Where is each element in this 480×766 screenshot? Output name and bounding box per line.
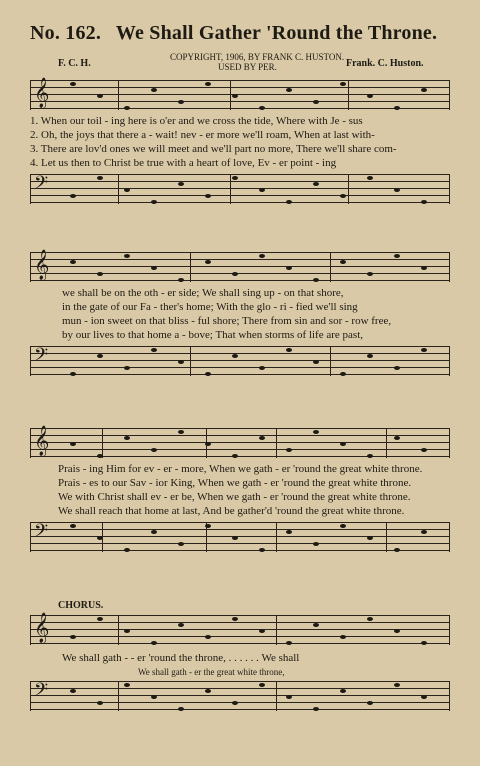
- note-head: [259, 548, 265, 552]
- treble-staff: [30, 615, 450, 645]
- note-head: [259, 683, 265, 687]
- verse-lyrics-1: 1. When our toil - ing here is o'er and we cross the tide, Where with Je - sus 2. Oh, the joys that there a - wait! nev - er more we'll roam, When at last with- 3. There are lov'd ones we will meet and we'll part no more, There we'll share com- 4. Let us then to Christ be true with a heart of love, Ev - er point - ing: [30, 115, 397, 169]
- note-head: [124, 683, 130, 687]
- note-head: [97, 701, 103, 705]
- note-head: [232, 94, 238, 98]
- usage-notice: USED BY PER.: [218, 62, 277, 72]
- note-head: [421, 266, 427, 270]
- note-head: [124, 254, 130, 258]
- note-head: [421, 530, 427, 534]
- note-head: [367, 354, 373, 358]
- note-head: [340, 524, 346, 528]
- note-head: [97, 354, 103, 358]
- note-head: [178, 623, 184, 627]
- note-head: [232, 272, 238, 276]
- note-head: [178, 182, 184, 186]
- note-head: [124, 548, 130, 552]
- note-head: [205, 194, 211, 198]
- verse-lyrics-3: Prais - ing Him for ev - er - more, When we gath - er 'round the great white throne. Prais - es to our Sav - ior King, When we gath - er 'round the great white throne. We with Christ shall ev - er be, When we gath - er 'round the great white throne. We shall reach that home at last, And be gather'd 'round the great white throne.: [58, 463, 423, 517]
- note-head: [232, 354, 238, 358]
- lyricist-credit: F. C. H.: [58, 58, 91, 69]
- note-head: [313, 278, 319, 282]
- note-head: [151, 88, 157, 92]
- note-head: [70, 82, 76, 86]
- note-head: [97, 176, 103, 180]
- note-head: [286, 266, 292, 270]
- note-head: [286, 448, 292, 452]
- music-system-chorus: [30, 615, 450, 711]
- note-head: [151, 348, 157, 352]
- bass-staff: [30, 522, 450, 552]
- composer-credit: Frank. C. Huston.: [346, 58, 424, 69]
- note-head: [394, 366, 400, 370]
- treble-clef-icon: 𝄞: [34, 78, 50, 107]
- note-head: [286, 641, 292, 645]
- note-head: [70, 372, 76, 376]
- note-head: [97, 454, 103, 458]
- note-head: [394, 548, 400, 552]
- note-head: [340, 82, 346, 86]
- note-head: [151, 695, 157, 699]
- note-head: [313, 360, 319, 364]
- note-head: [97, 536, 103, 540]
- note-head: [232, 454, 238, 458]
- note-head: [205, 635, 211, 639]
- note-head: [70, 194, 76, 198]
- music-system-1: [30, 80, 450, 204]
- treble-staff: [30, 80, 450, 110]
- note-head: [97, 617, 103, 621]
- note-head: [232, 176, 238, 180]
- treble-clef-icon: 𝄞: [34, 613, 50, 642]
- treble-clef-icon: 𝄞: [34, 250, 50, 279]
- note-head: [178, 360, 184, 364]
- note-head: [70, 689, 76, 693]
- note-head: [124, 629, 130, 633]
- bass-clef-icon: 𝄢: [34, 172, 49, 197]
- note-head: [97, 94, 103, 98]
- note-head: [286, 695, 292, 699]
- note-head: [286, 530, 292, 534]
- note-head: [394, 106, 400, 110]
- note-head: [421, 200, 427, 204]
- note-head: [340, 689, 346, 693]
- bass-staff: [30, 681, 450, 711]
- chorus-lyrics: We shall gath - - er 'round the throne, . . . . . . We shall We shall gath - er the great white throne,: [62, 652, 300, 677]
- note-head: [367, 617, 373, 621]
- note-head: [313, 430, 319, 434]
- note-head: [232, 701, 238, 705]
- note-head: [151, 641, 157, 645]
- note-head: [151, 448, 157, 452]
- note-head: [151, 530, 157, 534]
- treble-staff: [30, 252, 450, 282]
- bass-staff: [30, 346, 450, 376]
- note-head: [259, 254, 265, 258]
- note-head: [70, 635, 76, 639]
- music-system-3: [30, 428, 450, 552]
- note-head: [286, 200, 292, 204]
- note-head: [313, 182, 319, 186]
- note-head: [178, 430, 184, 434]
- note-head: [124, 366, 130, 370]
- note-head: [367, 536, 373, 540]
- note-head: [394, 683, 400, 687]
- copyright-notice: COPYRIGHT, 1906, BY FRANK C. HUSTON.: [170, 52, 345, 62]
- note-head: [367, 94, 373, 98]
- note-head: [340, 635, 346, 639]
- note-head: [313, 623, 319, 627]
- music-system-2: [30, 252, 450, 376]
- note-head: [340, 260, 346, 264]
- note-head: [286, 348, 292, 352]
- note-head: [205, 260, 211, 264]
- note-head: [394, 436, 400, 440]
- note-head: [421, 448, 427, 452]
- verse-lyrics-2: we shall be on the oth - er side; We shall sing up - on that shore, in the gate of our Fa - ther's home; With the glo - ri - fied we'll sing mun - ion sweet on that bliss - ful shore; There from sin and sor - row free, by our lives to that home a - bove; That when storms of life are past,: [62, 287, 392, 341]
- hymn-header: [30, 22, 437, 45]
- note-head: [232, 536, 238, 540]
- note-head: [151, 200, 157, 204]
- note-head: [70, 260, 76, 264]
- bass-clef-icon: 𝄢: [34, 520, 49, 545]
- note-head: [70, 524, 76, 528]
- note-head: [205, 372, 211, 376]
- note-head: [259, 188, 265, 192]
- note-head: [313, 100, 319, 104]
- note-head: [259, 366, 265, 370]
- note-head: [394, 629, 400, 633]
- note-head: [70, 442, 76, 446]
- note-head: [367, 454, 373, 458]
- note-head: [340, 194, 346, 198]
- note-head: [367, 272, 373, 276]
- hymn-title: We Shall Gather 'Round the Throne.: [115, 22, 438, 44]
- note-head: [205, 689, 211, 693]
- chorus-label: CHORUS.: [58, 600, 104, 611]
- note-head: [367, 701, 373, 705]
- note-head: [340, 372, 346, 376]
- note-head: [259, 436, 265, 440]
- bass-clef-icon: 𝄢: [34, 679, 49, 704]
- note-head: [232, 617, 238, 621]
- note-head: [340, 442, 346, 446]
- note-head: [178, 542, 184, 546]
- note-head: [124, 188, 130, 192]
- note-head: [178, 100, 184, 104]
- note-head: [205, 524, 211, 528]
- note-head: [313, 542, 319, 546]
- note-head: [286, 88, 292, 92]
- note-head: [205, 82, 211, 86]
- bass-clef-icon: 𝄢: [34, 344, 49, 369]
- treble-clef-icon: 𝄞: [34, 426, 50, 455]
- note-head: [394, 188, 400, 192]
- hymn-number: No. 162.: [30, 22, 102, 44]
- note-head: [421, 348, 427, 352]
- note-head: [178, 278, 184, 282]
- note-head: [178, 707, 184, 711]
- note-head: [421, 641, 427, 645]
- note-head: [367, 176, 373, 180]
- note-head: [259, 106, 265, 110]
- bass-staff: [30, 174, 450, 204]
- note-head: [205, 442, 211, 446]
- note-head: [394, 254, 400, 258]
- note-head: [259, 629, 265, 633]
- note-head: [313, 707, 319, 711]
- note-head: [151, 266, 157, 270]
- note-head: [124, 106, 130, 110]
- note-head: [124, 436, 130, 440]
- note-head: [421, 88, 427, 92]
- note-head: [421, 695, 427, 699]
- treble-staff: [30, 428, 450, 458]
- note-head: [97, 272, 103, 276]
